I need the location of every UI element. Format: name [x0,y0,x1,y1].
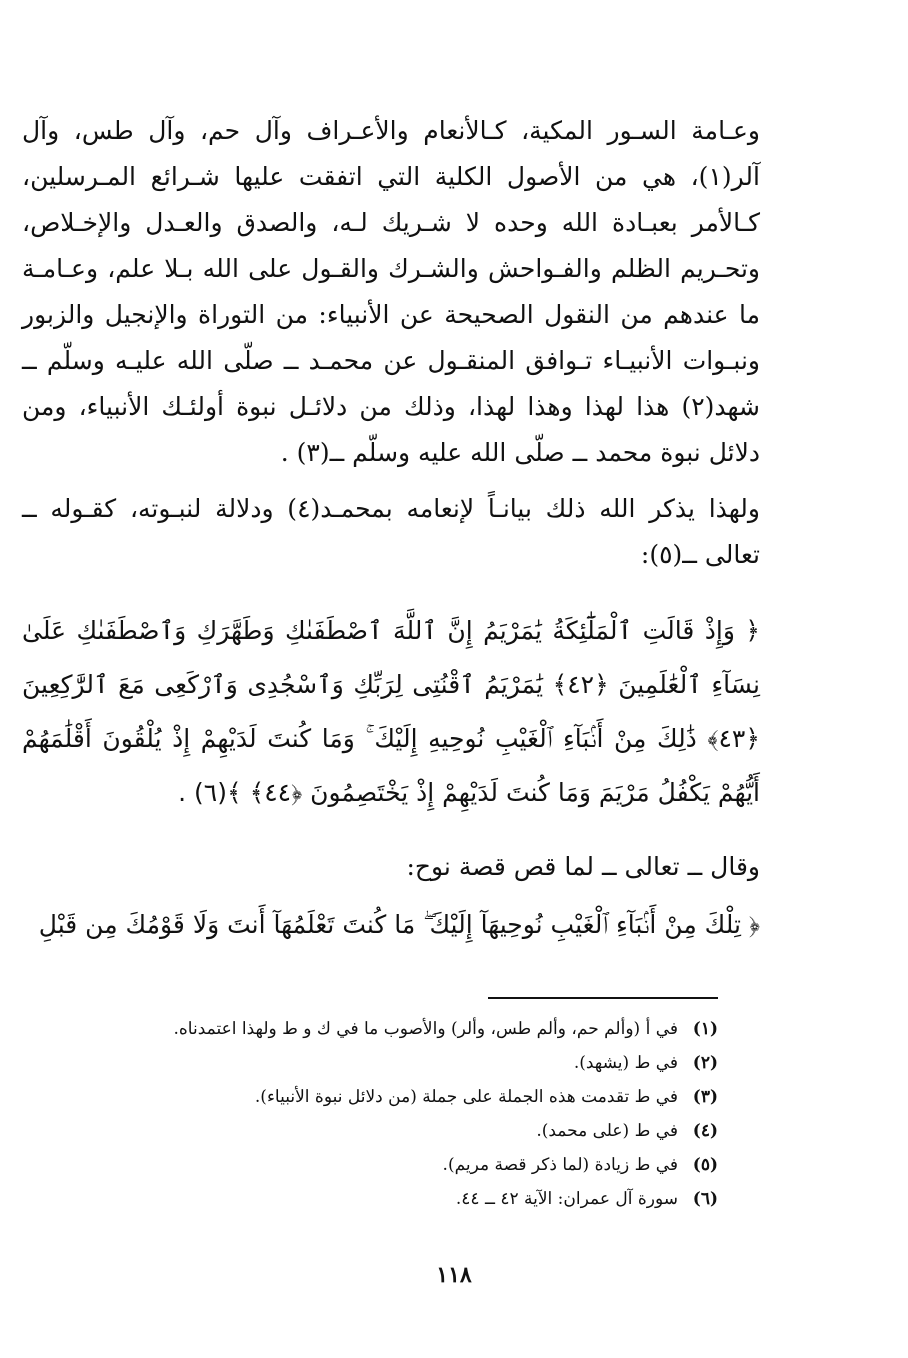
footnote-text: سورة آل عمران: الآية ٤٢ ــ ٤٤. [455,1189,678,1209]
footnote-number: (٦) [692,1189,718,1209]
page-number: ١١٨ [436,1262,472,1288]
footnotes-list [118,1012,718,1216]
footnote-item [118,1114,718,1148]
footnote-item [118,1182,718,1216]
footnote-item [118,1080,718,1114]
footnote-number: (٥) [692,1155,718,1175]
footnote-item [118,1012,718,1046]
quran-quote-al-imran: ﴿ وَإِذْ قَالَتِ ٱلْمَلَٰٓئِكَةُ يَٰمَرْيَمُ إِنَّ ٱللَّهَ ٱصْطَفَىٰكِ وَطَهَّرَكِ وَٱصْطَفَىٰكِ عَلَىٰ نِسَآءِ ٱلْعَٰلَمِينَ ﴿٤٢﴾ يَٰمَرْيَمُ ٱقْنُتِى لِرَبِّكِ وَٱسْجُدِى وَٱرْكَعِى مَعَ ٱلرَّٰكِعِينَ ﴿٤٣﴾ ذَٰلِكَ مِنْ أَنۢبَآءِ ٱلْغَيْبِ نُوحِيهِ إِلَيْكَ ۚ وَمَا كُنتَ لَدَيْهِمْ إِذْ يُلْقُونَ أَقْلَٰمَهُمْ أَيُّهُمْ يَكْفُلُ مَرْيَمَ وَمَا كُنتَ لَدَيْهِمْ إِذْ يَخْتَصِمُونَ ﴿٤٤﴾ ﴾(٦) . [22,616,760,807]
footnote-text: في ط تقدمت هذه الجملة على جملة (من دلائل نبوة الأنبياء). [254,1087,678,1107]
footnote-item [118,1046,718,1080]
body-paragraph-3: وقال ــ تعالى ــ لما قص قصة نوح: [406,852,760,881]
footnote-text: في أ (وألم حم، وألم طس، وألر) والأصوب ما في ك و ط ولهذا اعتمدناه. [173,1019,678,1039]
quran-quote-hud: ﴿ تِلْكَ مِنْ أَنۢبَآءِ ٱلْغَيْبِ نُوحِيهَآ إِلَيْكَ ۖ مَا كُنتَ تَعْلَمُهَآ أَنتَ وَلَا قَوْمُكَ مِن قَبْلِ [38,910,760,939]
footnote-text: في ط (على محمد). [536,1121,678,1141]
body-paragraph-2: ولهذا يذكر الله ذلك بيانـاً لإنعامه بمحمـد(٤) ودلالة لنبـوته، كقـوله ــ تعالى ــ(٥): [22,494,761,569]
footnote-number: (٢) [692,1053,718,1073]
footnote-text: في ط زيادة (لما ذكر قصة مريم). [442,1155,678,1175]
footnote-number: (١) [692,1019,718,1039]
footnote-number: (٤) [692,1121,718,1141]
footnote-separator [488,997,718,999]
footnote-item [118,1148,718,1182]
body-paragraph-1: وعـامة السـور المكية، كـالأنعام والأعـراف وآل حم، وآل طس، وآل آلر(١)، هي من الأصول الكلية التي اتفقت عليها شـرائع المـرسلين، كـالأمر بعبـادة الله وحده لا شـريك لـه، والصدق والعـدل والإخـلاص، وتحـريم الظلم والفـواحش والشـرك والقـول على الله بـلا علم، وعـامـة ما عندهم من النقول الصحيحة عن الأنبياء: من التوراة والإنجيل والزبور ونبـوات الأنبيـاء تـوافق المنقـول عن محمـد ــ صلّى الله عليـه وسلّم ــ شهد(٢) هذا لهذا وهذا لهذا، وذلك من دلائـل نبوة أولئـك الأنبياء، ومن دلائل نبوة محمد ــ صلّى الله عليه وسلّم ــ(٣) . [22,116,760,467]
footnote-text: في ط (يشهد). [573,1053,678,1073]
footnote-number: (٣) [692,1087,718,1107]
